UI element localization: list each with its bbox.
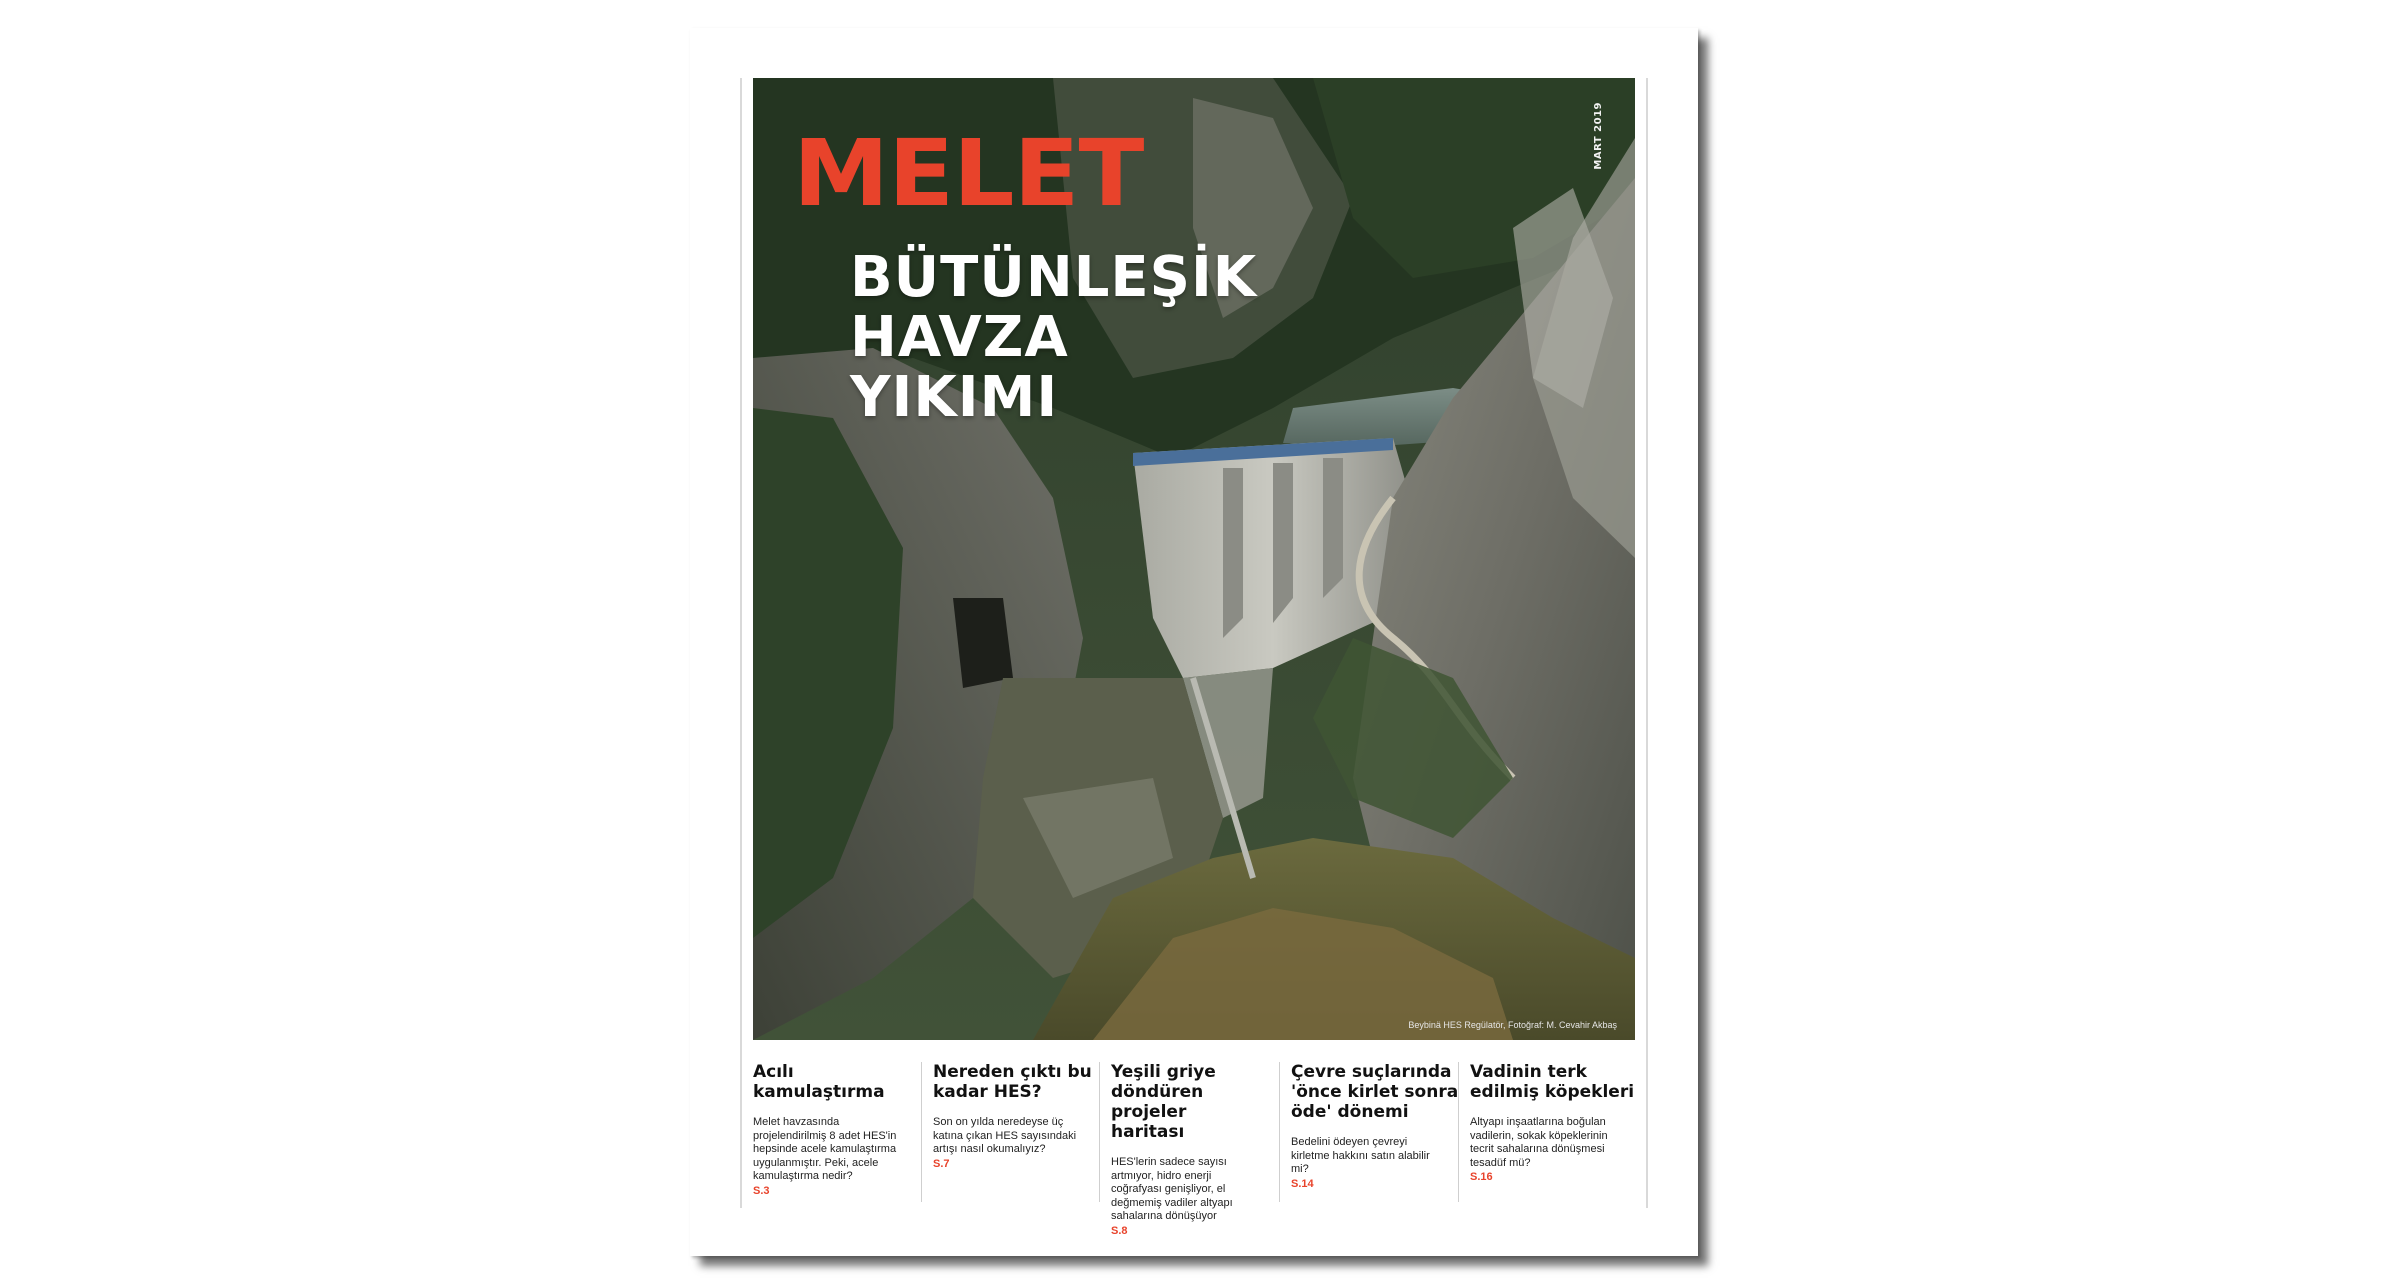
teaser-page: S.16 (1470, 1171, 1493, 1183)
teaser-page: S.3 (753, 1184, 770, 1197)
teaser-item[interactable] (1291, 1062, 1461, 1190)
teaser-item[interactable] (933, 1062, 1103, 1170)
right-rule (1646, 78, 1648, 1208)
issue-date: MART 2019 (1593, 102, 1604, 170)
teaser-body: Son on yılda neredeyse üç katına çıkan HES sayısındaki artışı nasıl okumalıyız? (933, 1116, 1077, 1155)
cover-photo (753, 78, 1635, 1040)
headline-line: YIKIMI (850, 365, 1059, 430)
teaser-title: Nereden çıktı bu kadar HES? (933, 1062, 1092, 1102)
headline-line: HAVZA (850, 305, 1069, 370)
magazine-cover (690, 28, 1698, 1256)
teaser-title: Acılı kamulaştırma (753, 1062, 885, 1102)
left-rule (740, 78, 742, 1208)
photo-caption: Beybinä HES Regülatör, Fotoğraf: M. Cevahir Akbaş (1408, 1020, 1617, 1030)
article-teasers (753, 1062, 1635, 1237)
teaser-page: S.8 (1111, 1224, 1128, 1237)
masthead: MELET (793, 120, 1144, 227)
teaser-item[interactable] (1111, 1062, 1281, 1237)
teaser-page: S.7 (933, 1157, 950, 1170)
teaser-page: S.14 (1291, 1177, 1314, 1190)
teaser-item[interactable] (1470, 1062, 1640, 1183)
teaser-body: HES'lerin sadece sayısı artmıyor, hidro enerji coğrafyası genişliyor, el değmemiş vadiler altyapı sahalarına dönüşüyor (1111, 1156, 1233, 1222)
cover-headline (850, 245, 1258, 430)
teaser-title: Yeşili griye döndüren projeler haritası (1111, 1062, 1216, 1142)
teaser-title: Vadinin terk edilmiş köpekleri (1470, 1062, 1635, 1102)
teaser-item[interactable] (753, 1062, 923, 1197)
teaser-body: Altyapı inşaatlarına boğulan vadilerin, sokak köpeklerinin tecrit sahalarına dönüşmesi tesadüf mü? (1470, 1116, 1608, 1169)
teaser-body: Bedelini ödeyen çevreyi kirletme hakkını satın alabilir mi? (1291, 1136, 1430, 1175)
teaser-title: Çevre suçlarında 'önce kirlet sonra öde' dönemi (1291, 1062, 1459, 1122)
teaser-body: Melet havzasında projelendirilmiş 8 adet HES'in hepsinde acele kamulaştırma uygulanmıştır. Peki, acele kamulaştırma nedir? (753, 1116, 897, 1182)
headline-line: BÜTÜNLEŞİK (850, 245, 1258, 310)
